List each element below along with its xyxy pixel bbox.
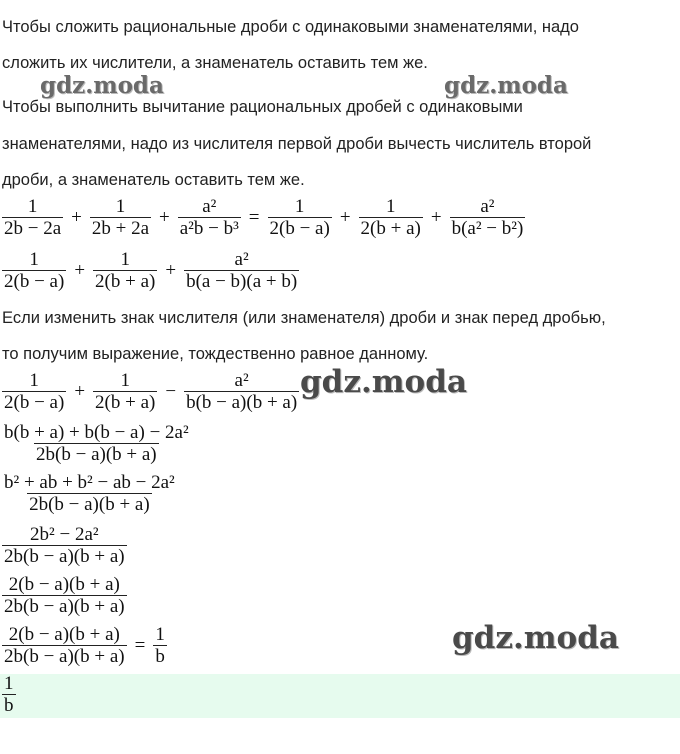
math-line-2	[2, 249, 299, 292]
fraction	[268, 196, 332, 239]
numerator: 1	[294, 196, 305, 217]
result-highlight	[0, 674, 680, 718]
math-result	[2, 673, 16, 716]
numerator: 1	[385, 196, 396, 217]
numerator: 2(b − a)(b + a)	[8, 574, 120, 595]
fraction	[93, 370, 157, 413]
fraction	[2, 472, 177, 515]
denominator: 2b + 2a	[91, 218, 150, 239]
paragraph-subtraction-rule-line3: дроби, а знаменатель оставить тем же.	[2, 171, 305, 189]
fraction	[178, 196, 241, 239]
plus-operator: +	[339, 206, 351, 228]
paragraph-sign-rule-line2: то получим выражение, тождественно равное данному.	[2, 345, 429, 363]
fraction	[184, 249, 299, 292]
plus-operator: +	[74, 380, 86, 402]
fraction	[2, 574, 127, 617]
denominator: b(a − b)(a + b)	[186, 271, 298, 292]
denominator: 2(b + a)	[360, 218, 421, 239]
denominator: 2b(b − a)(b + a)	[4, 596, 125, 617]
fraction	[2, 370, 66, 413]
denominator: 2(b − a)	[4, 271, 65, 292]
numerator: 1	[155, 624, 165, 645]
denominator: 2b(b − a)(b + a)	[4, 646, 125, 667]
math-line-4	[2, 422, 191, 465]
paragraph-sign-rule-line1: Если изменить знак числителя (или знаменателя) дроби и знак перед дробью,	[2, 309, 606, 327]
denominator: 2b(b − a)(b + a)	[4, 546, 125, 567]
watermark: gdz.moda	[300, 364, 467, 400]
math-line-6	[2, 524, 127, 567]
paragraph-addition-rule-line1: Чтобы сложить рациональные дроби с одинаковыми знаменателями, надо	[2, 18, 579, 36]
numerator: 2b² − 2a²	[30, 524, 99, 545]
numerator: 1	[120, 249, 130, 270]
denominator: b	[155, 646, 165, 667]
math-line-7	[2, 574, 127, 617]
denominator: 2b(b − a)(b + a)	[36, 444, 157, 465]
fraction	[2, 422, 191, 465]
numerator: b(b + a) + b(b − a) − 2a²	[4, 422, 189, 443]
minus-operator: −	[165, 380, 177, 402]
numerator: a²	[234, 370, 249, 391]
math-line-3	[2, 370, 299, 413]
paragraph-addition-rule-line2: сложить их числители, а знаменатель оставить тем же.	[2, 54, 428, 72]
math-line-5	[2, 472, 177, 515]
denominator: 2(b + a)	[95, 271, 156, 292]
paragraph-subtraction-rule-line2: знаменателями, надо из числителя первой дроби вычесть числитель второй	[2, 135, 592, 153]
numerator: 2(b − a)(b + a)	[8, 624, 120, 645]
numerator: a²	[202, 196, 217, 217]
denominator: b(a² − b²)	[451, 218, 524, 239]
numerator: a²	[234, 249, 249, 270]
denominator: b	[4, 695, 14, 716]
numerator: 1	[29, 249, 39, 270]
fraction	[184, 370, 299, 413]
fraction	[2, 673, 16, 716]
denominator: 2b(b − a)(b + a)	[29, 494, 150, 515]
denominator: a²b − b³	[179, 218, 239, 239]
equals-operator: =	[134, 634, 146, 656]
numerator: 1	[115, 196, 126, 217]
numerator: 1	[27, 196, 38, 217]
fraction	[2, 624, 127, 667]
plus-operator: +	[165, 259, 177, 281]
plus-operator: +	[74, 259, 86, 281]
denominator: 2(b + a)	[95, 392, 156, 413]
plus-operator: +	[430, 206, 442, 228]
fraction	[2, 249, 66, 292]
denominator: b(b − a)(b + a)	[186, 392, 298, 413]
numerator: 1	[4, 673, 14, 694]
plus-operator: +	[159, 206, 170, 228]
numerator: 1	[120, 370, 130, 391]
fraction	[450, 196, 526, 239]
fraction	[90, 196, 151, 239]
fraction	[153, 624, 167, 667]
watermark: gdz.moda	[444, 72, 568, 99]
denominator: 2(b − a)	[269, 218, 330, 239]
watermark: gdz.moda	[452, 620, 619, 656]
numerator: a²	[480, 196, 495, 217]
fraction	[359, 196, 423, 239]
numerator: 1	[29, 370, 39, 391]
plus-operator: +	[71, 206, 82, 228]
numerator: b² + ab + b² − ab − 2a²	[4, 472, 175, 493]
math-line-1	[2, 196, 525, 239]
denominator: 2b − 2a	[4, 218, 62, 239]
fraction	[93, 249, 157, 292]
paragraph-subtraction-rule-line1: Чтобы выполнить вычитание рациональных дробей с одинаковыми	[2, 98, 523, 116]
math-line-8	[2, 624, 167, 667]
denominator: 2(b − a)	[4, 392, 65, 413]
fraction	[2, 524, 127, 567]
watermark: gdz.moda	[40, 72, 164, 99]
equals-operator: =	[248, 206, 260, 228]
fraction	[2, 196, 63, 239]
